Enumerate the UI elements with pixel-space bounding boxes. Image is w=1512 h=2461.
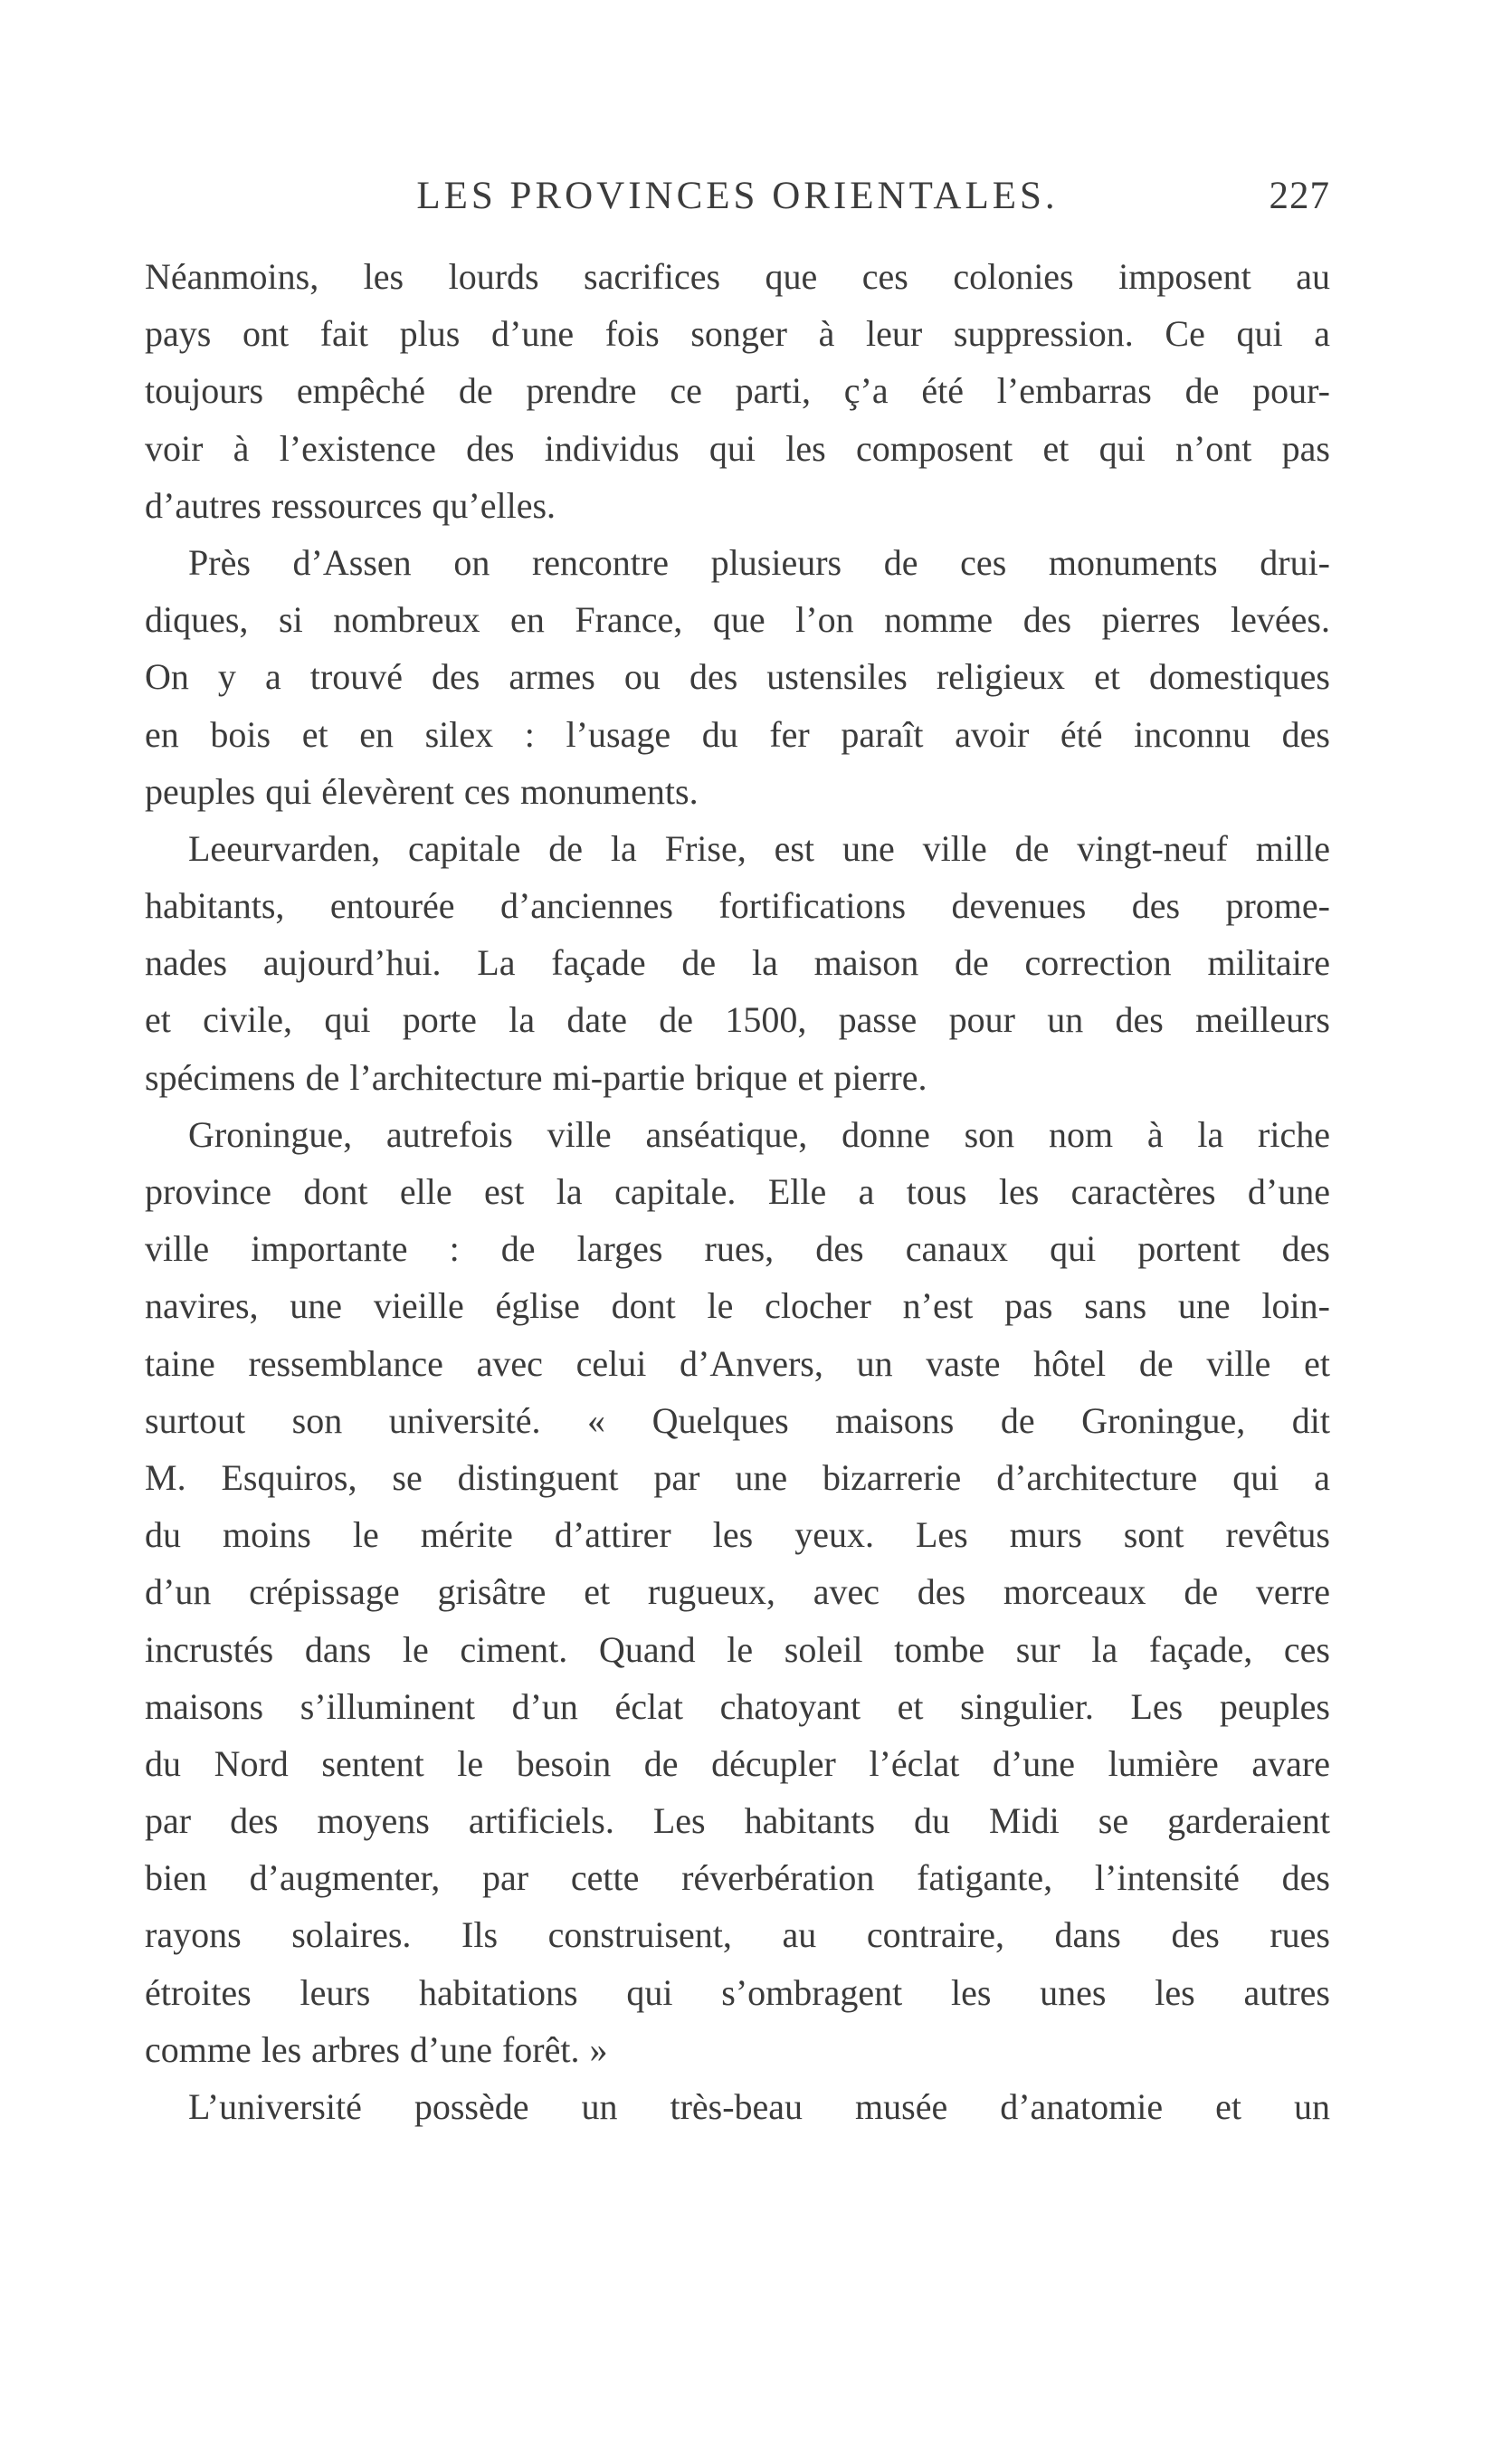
text-line: étroites leurs habitations qui s’ombragent les unes les autres: [145, 1971, 1330, 2013]
text-line: par des moyens artificiels. Les habitants du Midi se garderaient: [145, 1800, 1330, 1842]
text-line: maisons s’illuminent d’un éclat chatoyant et singulier. Les peuples: [145, 1685, 1330, 1727]
page-number: 227: [1269, 175, 1330, 217]
text-line: On y a trouvé des armes ou des ustensiles religieux et domestiques: [145, 656, 1330, 698]
text-line: surtout son université. « Quelques maisons de Groningue, dit: [145, 1399, 1330, 1441]
text-line: incrustés dans le ciment. Quand le soleil tombe sur la façade, ces: [145, 1628, 1330, 1670]
text-line: province dont elle est la capitale. Elle a tous les caractères d’une: [145, 1171, 1330, 1212]
running-head: [145, 170, 1330, 223]
text-line: L’université possède un très-beau musée d’anatomie et un: [188, 2086, 1330, 2127]
text-line: d’un crépissage grisâtre et rugueux, avec des morceaux de verre: [145, 1571, 1330, 1613]
text-line: du Nord sentent le besoin de décupler l’éclat d’une lumière avare: [145, 1742, 1330, 1784]
text-line: pays ont fait plus d’une fois songer à leur suppression. Ce qui a: [145, 313, 1330, 355]
text-line: spécimens de l’architecture mi-partie brique et pierre.: [145, 1056, 927, 1098]
text-line: navires, une vieille église dont le clocher n’est pas sans une loin-: [145, 1285, 1330, 1327]
text-line: du moins le mérite d’attirer les yeux. Les murs sont revêtus: [145, 1514, 1330, 1556]
text-line: comme les arbres d’une forêt. »: [145, 2028, 608, 2070]
text-line: Néanmoins, les lourds sacrifices que ces colonies imposent au: [145, 256, 1330, 297]
running-title: LES PROVINCES ORIENTALES.: [416, 175, 1059, 217]
text-line: diques, si nombreux en France, que l’on nomme des pierres levées.: [145, 599, 1330, 641]
text-line: en bois et en silex : l’usage du fer paraît avoir été inconnu des: [145, 713, 1330, 755]
text-line: Groningue, autrefois ville anséatique, donne son nom à la riche: [188, 1113, 1330, 1155]
text-line: M. Esquiros, se distinguent par une bizarrerie d’architecture qui a: [145, 1456, 1330, 1498]
text-line: rayons solaires. Ils construisent, au contraire, dans des rues: [145, 1914, 1330, 1956]
text-line: ville importante : de larges rues, des canaux qui portent des: [145, 1228, 1330, 1270]
text-line: d’autres ressources qu’elles.: [145, 484, 556, 526]
body-text: [145, 248, 1330, 2135]
text-line: habitants, entourée d’anciennes fortifications devenues des prome-: [145, 885, 1330, 927]
text-line: Près d’Assen on rencontre plusieurs de ces monuments drui-: [188, 541, 1330, 583]
text-line: Leeurvarden, capitale de la Frise, est une ville de vingt-neuf mille: [188, 827, 1330, 869]
text-line: et civile, qui porte la date de 1500, passe pour un des meilleurs: [145, 999, 1330, 1041]
text-line: toujours empêché de prendre ce parti, ç’a été l’embarras de pour-: [145, 370, 1330, 412]
text-line: taine ressemblance avec celui d’Anvers, un vaste hôtel de ville et: [145, 1342, 1330, 1384]
text-line: bien d’augmenter, par cette réverbération fatigante, l’intensité des: [145, 1857, 1330, 1899]
text-line: nades aujourd’hui. La façade de la maison de correction militaire: [145, 942, 1330, 984]
text-line: peuples qui élevèrent ces monuments.: [145, 770, 699, 812]
text-line: voir à l’existence des individus qui les composent et qui n’ont pas: [145, 427, 1330, 469]
